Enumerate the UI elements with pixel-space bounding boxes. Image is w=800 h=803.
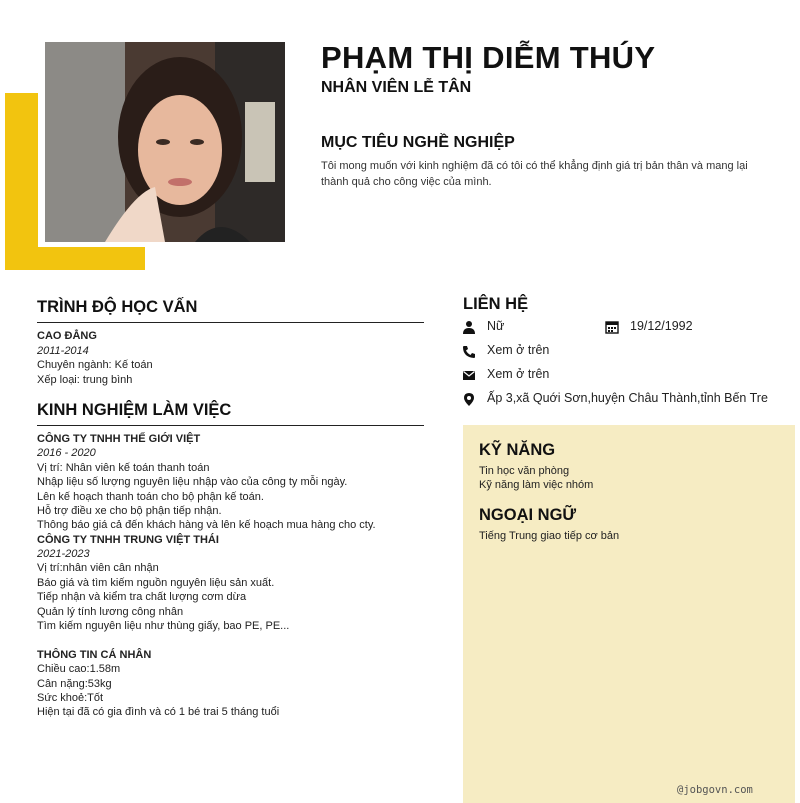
job-line: Nhập liệu số lượng nguyên liệu nhập vào của công ty mỗi ngày.: [37, 476, 348, 488]
education-major: Chuyên ngành: Kế toán: [37, 359, 153, 371]
education-title: TRÌNH ĐỘ HỌC VẤN: [37, 298, 198, 316]
personal-line: Hiện tại đã có gia đình và có 1 bé trai 5 tháng tuổi: [37, 706, 280, 718]
contact-phone: Xem ở trên: [487, 343, 550, 357]
job-line: Vị trí:nhân viên cân nhận: [37, 562, 159, 574]
accent-bar-foot: [5, 247, 145, 270]
job-years: 2021-2023: [37, 548, 90, 560]
person-icon: [462, 320, 476, 334]
location-pin-icon: [462, 392, 476, 406]
phone-icon: [462, 345, 476, 359]
job-line: Thông báo giá cả đến khách hàng và lên kế hoạch mua hàng cho cty.: [37, 519, 376, 531]
experience-title: KINH NGHIỆM LÀM VIỆC: [37, 401, 232, 419]
education-degree: CAO ĐẲNG: [37, 330, 97, 342]
language-item: Tiếng Trung giao tiếp cơ bản: [479, 530, 620, 542]
job-line: Vị trí: Nhân viên kế toán thanh toán: [37, 462, 210, 474]
email-icon: [462, 368, 476, 382]
candidate-name: PHẠM THỊ DIỄM THÚY: [321, 40, 656, 75]
job-line: Tìm kiếm nguyên liệu như thùng giấy, bao PE, PE...: [37, 620, 290, 632]
divider: [37, 425, 424, 426]
job-company: CÔNG TY TNHH THẾ GIỚI VIỆT: [37, 433, 201, 445]
languages-title: NGOẠI NGỮ: [479, 506, 577, 524]
personal-line: Chiều cao:1.58m: [37, 663, 121, 675]
personal-line: Sức khoẻ:Tốt: [37, 692, 104, 704]
contact-birthday: 19/12/1992: [630, 319, 693, 333]
watermark: @jobgovn.com: [677, 784, 753, 796]
contact-title: LIÊN HỆ: [463, 295, 529, 313]
education-years: 2011-2014: [37, 345, 89, 357]
accent-bar: [5, 93, 38, 270]
contact-address: Ấp 3,xã Quới Sơn,huyện Châu Thành,tỉnh Bến Tre: [487, 391, 768, 405]
personal-title: THÔNG TIN CÁ NHÂN: [37, 649, 152, 661]
skill-item: Kỹ năng làm việc nhóm: [479, 479, 594, 491]
contact-gender: Nữ: [487, 319, 505, 333]
job-line: Hỗ trợ điều xe cho bộ phận tiếp nhận.: [37, 505, 222, 517]
job-company: CÔNG TY TNHH TRUNG VIỆT THÁI: [37, 534, 219, 546]
objective-text: Tôi mong muốn với kinh nghiệm đã có tôi có thể khẳng định giá trị bản thân và mang lại thành quả cho công việc của mình.: [321, 160, 748, 188]
job-line: Quản lý tính lương công nhân: [37, 606, 184, 618]
job-line: Lên kế hoạch thanh toán cho bộ phận kế toán.: [37, 491, 264, 503]
job-title: NHÂN VIÊN LỄ TÂN: [321, 79, 472, 96]
job-years: 2016 - 2020: [37, 447, 96, 459]
education-grade: Xếp loại: trung bình: [37, 374, 133, 386]
job-line: Tiếp nhận và kiểm tra chất lượng cơm dừa: [37, 591, 247, 603]
skill-item: Tin học văn phòng: [479, 465, 570, 477]
calendar-icon: [605, 320, 619, 334]
personal-line: Cân nặng:53kg: [37, 678, 112, 690]
divider: [37, 322, 424, 323]
objective-title: MỤC TIÊU NGHỀ NGHIỆP: [321, 134, 515, 151]
skills-title: KỸ NĂNG: [479, 441, 556, 459]
job-line: Báo giá và tìm kiếm nguồn nguyên liệu sản xuất.: [37, 577, 275, 589]
contact-email: Xem ở trên: [487, 367, 550, 381]
profile-photo: [45, 42, 285, 242]
